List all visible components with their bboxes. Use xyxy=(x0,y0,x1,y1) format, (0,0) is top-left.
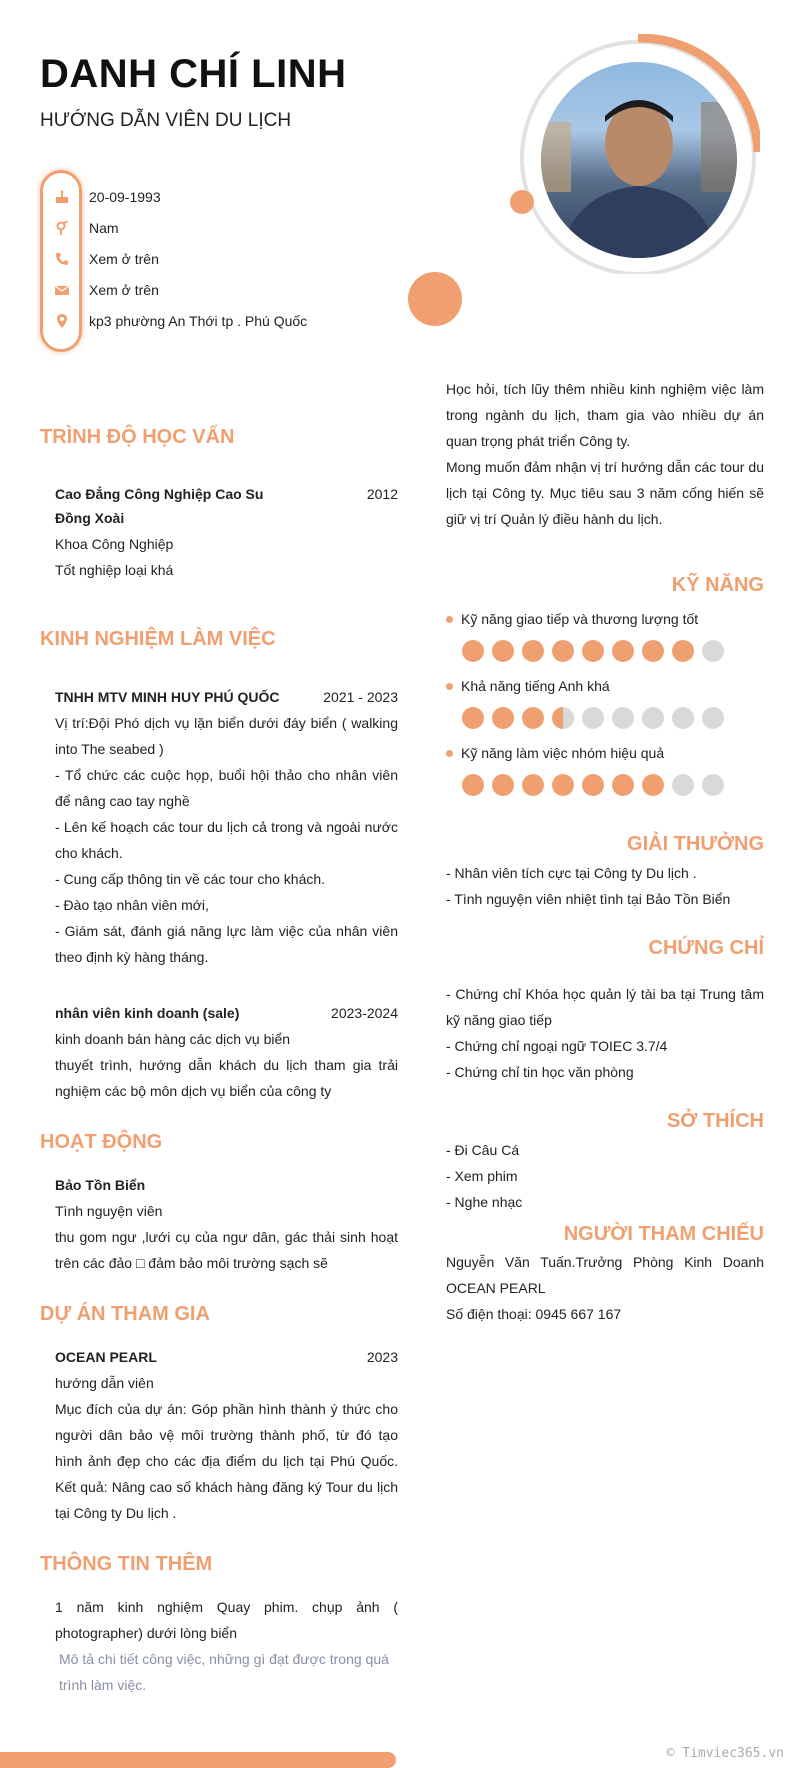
skill-name: Khả năng tiếng Anh khá xyxy=(461,678,610,694)
skill-dot xyxy=(552,640,574,662)
hobbies-list xyxy=(446,1137,764,1215)
gender-value: Nam xyxy=(89,220,119,236)
skill-dot xyxy=(702,707,724,729)
certificate-item: - Chứng chỉ tin học văn phòng xyxy=(446,1064,634,1080)
job-1-line: - Đào tạo nhân viên mới, xyxy=(55,897,209,913)
education-year: 2012 xyxy=(366,486,398,502)
job-2-description xyxy=(55,1026,398,1104)
skill-dot xyxy=(642,640,664,662)
award-item: - Tình nguyện viên nhiệt tình tại Bảo Tồn Biển xyxy=(446,891,731,907)
skill-name: Kỹ năng giao tiếp và thương lượng tốt xyxy=(461,611,699,627)
awards-list xyxy=(446,860,764,912)
skill-dot xyxy=(492,774,514,796)
bullet-icon xyxy=(446,616,453,623)
watermark: © Timviec365.vn xyxy=(666,1746,784,1761)
education-result: Tốt nghiệp loại khá xyxy=(55,562,174,578)
additional-text: 1 năm kinh nghiệm Quay phim. chụp ảnh ( photographer) dưới lòng biển xyxy=(55,1599,398,1641)
additional-placeholder: Mô tả chi tiết công việc, những gì đạt được trong quá trình làm việc. xyxy=(59,1651,389,1693)
skill-dot xyxy=(582,707,604,729)
skill-dot xyxy=(522,640,544,662)
objective-line-2: Mong muốn đảm nhận vị trí hướng dẫn các tour du lịch tại Công ty. Mục tiêu sau 3 năm cống hiến sẽ giữ vị trí Quản lý điều hành du lịch. xyxy=(446,459,764,527)
skill-rating xyxy=(462,774,724,796)
gender-icon xyxy=(54,220,70,236)
references-title: NGƯỜI THAM CHIẾU xyxy=(563,1223,764,1245)
job-1-line: - Lên kế hoạch các tour du lịch cả trong và ngoài nước cho khách. xyxy=(55,819,398,861)
job-2-company: nhân viên kinh doanh (sale) xyxy=(55,1005,240,1021)
projects-title: DỰ ÁN THAM GIA xyxy=(40,1303,210,1325)
skill-dot xyxy=(702,774,724,796)
hobby-item: - Nghe nhạc xyxy=(446,1194,523,1210)
decorative-circle xyxy=(408,272,462,326)
contact-phone xyxy=(54,249,159,269)
certificate-item: - Chứng chỉ ngoại ngữ TOIEC 3.7/4 xyxy=(446,1038,668,1054)
skill-dot xyxy=(462,774,484,796)
bullet-icon xyxy=(446,683,453,690)
avatar-frame xyxy=(520,34,760,274)
hobbies-title: SỞ THÍCH xyxy=(666,1110,764,1132)
bullet-icon xyxy=(446,750,453,757)
skill-dot xyxy=(612,640,634,662)
career-objective xyxy=(446,376,764,532)
education-school: Cao Đẳng Công Nghiệp Cao Su Đồng Xoài xyxy=(55,486,264,526)
skill-item xyxy=(446,611,698,627)
skill-dot xyxy=(672,774,694,796)
job-1-line: - Cung cấp thông tin về các tour cho khách. xyxy=(55,871,326,887)
hobby-item: - Xem phim xyxy=(446,1168,518,1184)
job-1-line: Vị trí:Đội Phó dịch vụ lặn biển dưới đáy biển ( walking into The seabed ) xyxy=(55,715,398,757)
skill-dot xyxy=(492,707,514,729)
job-title: HƯỚNG DẪN VIÊN DU LỊCH xyxy=(40,110,292,131)
skill-dot xyxy=(672,640,694,662)
job-1-company: TNHH MTV MINH HUY PHÚ QUỐC xyxy=(55,689,280,705)
skill-dot xyxy=(702,640,724,662)
reference-phone: Số điện thoại: 0945 667 167 xyxy=(446,1306,622,1322)
phone-icon xyxy=(54,251,70,267)
certificates-list xyxy=(446,981,764,1085)
person-silhouette xyxy=(541,62,737,258)
education-title: TRÌNH ĐỘ HỌC VẤN xyxy=(40,426,235,448)
experience-title: KINH NGHIỆM LÀM VIỆC xyxy=(40,628,276,650)
skill-rating xyxy=(462,707,724,729)
email-value: Xem ở trên xyxy=(89,282,159,298)
location-value: kp3 phường An Thới tp . Phú Quốc xyxy=(89,313,308,329)
skill-rating xyxy=(462,640,724,662)
contact-gender xyxy=(54,218,119,238)
education-faculty: Khoa Công Nghiệp xyxy=(55,536,174,552)
project-role: hướng dẫn viên xyxy=(55,1375,154,1391)
contact-email xyxy=(54,280,159,300)
skill-dot xyxy=(522,774,544,796)
avatar xyxy=(541,62,737,258)
skill-dot xyxy=(552,774,574,796)
skill-dot xyxy=(522,707,544,729)
candidate-name: DANH CHÍ LINH xyxy=(40,52,347,96)
avatar-accent-dot xyxy=(510,190,534,214)
skill-dot xyxy=(492,640,514,662)
phone-value: Xem ở trên xyxy=(89,251,159,267)
awards-title: GIẢI THƯỞNG xyxy=(627,833,764,855)
skill-name: Kỹ năng làm việc nhóm hiệu quả xyxy=(461,745,665,761)
skill-dot xyxy=(552,707,574,729)
job-2-line: thuyết trình, hướng dẫn khách du lịch tham gia trải nghiệm các bộ môn dịch vụ biển của công ty xyxy=(55,1057,398,1099)
skill-dot xyxy=(612,707,634,729)
hobby-item: - Đi Câu Cá xyxy=(446,1142,520,1158)
skill-item xyxy=(446,745,664,761)
skill-dot xyxy=(582,640,604,662)
activities-title: HOẠT ĐỘNG xyxy=(40,1131,163,1153)
job-2-period: 2023-2024 xyxy=(331,1005,398,1021)
skill-item xyxy=(446,678,610,694)
additional-title: THÔNG TIN THÊM xyxy=(40,1553,213,1575)
job-1-period: 2021 - 2023 xyxy=(323,689,398,705)
skill-dot xyxy=(462,707,484,729)
activity-description: thu gom ngư ,lưới cụ của ngư dân, gác thải sinh hoạt trên các đảo □ đảm bảo môi trường sạch sẽ xyxy=(55,1229,398,1271)
birthday-value: 20-09-1993 xyxy=(89,189,161,205)
contact-birthday xyxy=(54,187,161,207)
skill-dot xyxy=(612,774,634,796)
job-1-line: - Tổ chức các cuộc họp, buổi hội thảo cho nhân viên để nâng cao tay nghề xyxy=(55,767,398,809)
activity-org: Bảo Tồn Biển xyxy=(55,1177,146,1193)
objective-line-1: Học hỏi, tích lũy thêm nhiều kinh nghiệm việc làm trong ngành du lịch, tham gia vào nhiều dự án quan trọng phát triển Công ty. xyxy=(446,381,764,449)
certificates-title: CHỨNG CHỈ xyxy=(648,937,764,959)
location-icon xyxy=(54,313,70,329)
birthday-icon xyxy=(54,189,70,205)
skill-dot xyxy=(672,707,694,729)
job-1-description xyxy=(55,710,398,970)
activity-role: Tình nguyện viên xyxy=(55,1203,163,1219)
email-icon xyxy=(54,282,70,298)
skill-dot xyxy=(462,640,484,662)
reference-person: Nguyễn Văn Tuấn.Trưởng Phòng Kinh Doanh OCEAN PEARL xyxy=(446,1254,764,1296)
job-2-line: kinh doanh bán hàng các dịch vụ biển xyxy=(55,1031,291,1047)
skill-dot xyxy=(642,774,664,796)
skill-dot xyxy=(642,707,664,729)
award-item: - Nhân viên tích cực tại Công ty Du lịch . xyxy=(446,865,697,881)
project-year: 2023 xyxy=(366,1349,398,1365)
skill-dot xyxy=(582,774,604,796)
skills-title: KỸ NĂNG xyxy=(671,574,764,596)
job-1-line: - Giám sát, đánh giá năng lực làm việc của nhân viên theo định kỳ hàng tháng. xyxy=(55,923,398,965)
project-name: OCEAN PEARL xyxy=(55,1349,157,1365)
certificate-item: - Chứng chỉ Khóa học quản lý tài ba tại Trung tâm kỹ năng giao tiếp xyxy=(446,986,764,1028)
footer-bar xyxy=(0,1752,396,1768)
project-description: Mục đích của dự án: Góp phần hình thành ý thức cho người dân bảo vệ môi trường thành phố, từ đó tạo hình ảnh đẹp cho các địa điểm du lịch tại Phú Quốc. Kết quả: Nâng cao số khách hàng đăng ký Tour du lịch tại Công ty Du lịch . xyxy=(55,1401,398,1521)
contact-location xyxy=(54,311,308,331)
